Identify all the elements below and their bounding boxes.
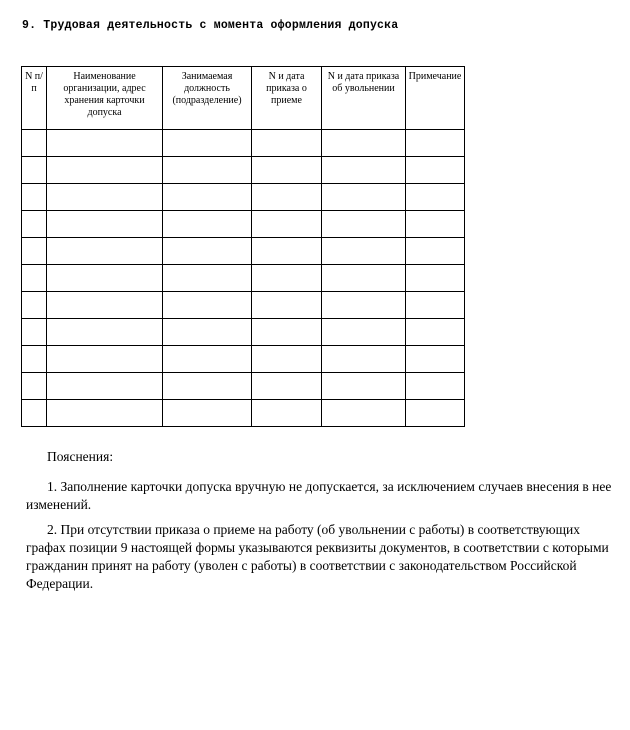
table-cell bbox=[47, 292, 163, 319]
table-cell bbox=[22, 400, 47, 427]
column-header-note: Примечание bbox=[406, 67, 465, 130]
table-cell bbox=[22, 184, 47, 211]
table-cell bbox=[47, 184, 163, 211]
section-title: 9. Трудовая деятельность с момента оформления допуска bbox=[22, 19, 399, 32]
table-row bbox=[22, 265, 465, 292]
table-cell bbox=[22, 238, 47, 265]
explanation-item-1: 1. Заполнение карточки допуска вручную не допускается, за исключением случаев внесения в нее изменений. bbox=[26, 479, 612, 512]
table-cell bbox=[322, 157, 406, 184]
table-cell bbox=[322, 346, 406, 373]
table-cell bbox=[163, 400, 252, 427]
table-row bbox=[22, 211, 465, 238]
table-cell bbox=[163, 157, 252, 184]
table-cell bbox=[322, 265, 406, 292]
table-cell bbox=[406, 400, 465, 427]
table-cell bbox=[252, 184, 322, 211]
table-cell bbox=[163, 184, 252, 211]
employment-table bbox=[21, 66, 465, 427]
table-cell bbox=[252, 238, 322, 265]
table-cell bbox=[252, 130, 322, 157]
table-cell bbox=[322, 400, 406, 427]
table-row bbox=[22, 184, 465, 211]
table-cell bbox=[22, 130, 47, 157]
column-header-dismissal-order: N и дата приказа об увольнении bbox=[322, 67, 406, 130]
table-row bbox=[22, 373, 465, 400]
table-row bbox=[22, 346, 465, 373]
table-cell bbox=[252, 319, 322, 346]
table-cell bbox=[252, 400, 322, 427]
column-header-position: Занимаемая должность (подразделение) bbox=[163, 67, 252, 130]
table-cell bbox=[252, 157, 322, 184]
table-cell bbox=[47, 400, 163, 427]
table-cell bbox=[47, 157, 163, 184]
table-cell bbox=[163, 373, 252, 400]
explanations bbox=[26, 448, 616, 600]
table-row bbox=[22, 400, 465, 427]
table-cell bbox=[252, 292, 322, 319]
column-header-organization: Наименование организации, адрес хранения карточки допуска bbox=[47, 67, 163, 130]
table-cell bbox=[406, 130, 465, 157]
table-row bbox=[22, 319, 465, 346]
explanations-heading: Пояснения: bbox=[47, 449, 114, 464]
table-cell bbox=[22, 157, 47, 184]
table-cell bbox=[406, 211, 465, 238]
table-cell bbox=[47, 238, 163, 265]
table-body bbox=[22, 130, 465, 427]
table-cell bbox=[322, 238, 406, 265]
table-cell bbox=[252, 373, 322, 400]
table-row bbox=[22, 157, 465, 184]
table-cell bbox=[406, 292, 465, 319]
table-cell bbox=[163, 211, 252, 238]
table-cell bbox=[163, 130, 252, 157]
table-cell bbox=[406, 238, 465, 265]
table-cell bbox=[47, 346, 163, 373]
table-cell bbox=[252, 346, 322, 373]
table-cell bbox=[22, 319, 47, 346]
table-cell bbox=[322, 373, 406, 400]
table-cell bbox=[406, 319, 465, 346]
table-cell bbox=[252, 211, 322, 238]
table-cell bbox=[163, 346, 252, 373]
column-header-hire-order: N и дата приказа о приеме bbox=[252, 67, 322, 130]
table-cell bbox=[322, 319, 406, 346]
column-header-number: N п/п bbox=[22, 67, 47, 130]
table-cell bbox=[406, 346, 465, 373]
table-cell bbox=[322, 211, 406, 238]
table-cell bbox=[322, 130, 406, 157]
table-cell bbox=[22, 346, 47, 373]
table-row bbox=[22, 130, 465, 157]
table-cell bbox=[322, 292, 406, 319]
table-cell bbox=[406, 157, 465, 184]
table-cell bbox=[163, 265, 252, 292]
table-cell bbox=[47, 319, 163, 346]
table-row bbox=[22, 238, 465, 265]
table-cell bbox=[47, 211, 163, 238]
table-cell bbox=[22, 211, 47, 238]
table-cell bbox=[406, 373, 465, 400]
table-cell bbox=[22, 292, 47, 319]
table-cell bbox=[322, 184, 406, 211]
table-cell bbox=[406, 265, 465, 292]
table-cell bbox=[22, 373, 47, 400]
table-cell bbox=[252, 265, 322, 292]
table-row bbox=[22, 292, 465, 319]
table-cell bbox=[163, 292, 252, 319]
table-cell bbox=[47, 130, 163, 157]
table-cell bbox=[406, 184, 465, 211]
table-cell bbox=[47, 373, 163, 400]
explanation-item-2: 2. При отсутствии приказа о приеме на работу (об увольнении с работы) в соответствующих графах позиции 9 настоящей формы указываются реквизиты документов, в соответствии с которыми гражданин принят на работу (уволен с работы) в соответствии с законодательством Российской Федерации. bbox=[26, 522, 609, 591]
table-cell bbox=[22, 265, 47, 292]
table-cell bbox=[163, 319, 252, 346]
table-cell bbox=[163, 238, 252, 265]
table-cell bbox=[47, 265, 163, 292]
table-header bbox=[22, 67, 465, 130]
